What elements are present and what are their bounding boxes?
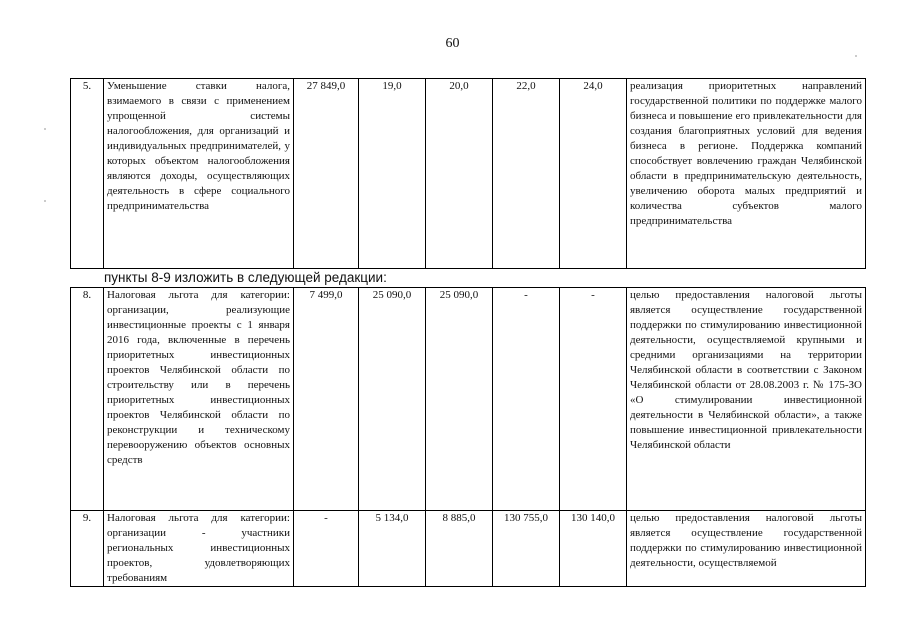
value-cell-1: 27 849,0 (294, 79, 359, 269)
row-number: 9. (71, 511, 104, 587)
benefits-table-row-8 (70, 287, 866, 511)
benefits-table-row-9 (70, 510, 866, 587)
section-note: пункты 8-9 изложить в следующей редакции: (104, 270, 387, 285)
value-cell-2: 25 090,0 (359, 288, 426, 511)
benefits-table-row-5 (70, 78, 866, 269)
row-number: 8. (71, 288, 104, 511)
scan-speck (855, 55, 857, 57)
value-cell-5: - (560, 288, 627, 511)
value-cell-2: 5 134,0 (359, 511, 426, 587)
table-row (71, 79, 866, 269)
benefit-description-cell (104, 511, 294, 587)
benefit-description: Налоговая льгота для категории: организации - участники региональных инвестиционных проектов, удовлетворяющих требованиям (107, 512, 290, 584)
scan-speck (44, 128, 46, 130)
value-cell-4: 22,0 (493, 79, 560, 269)
benefit-purpose: целью предоставления налоговой льготы является осуществление государственной поддержки по стимулированию инвестиционной деятельности, осуществляемой крупными и средними организациями на территории Челябинской области в соответствии с Законом Челябинской области от 28.08.2003 г. № 175-ЗО «О стимулировании инвестиционной деятельности в Челябинской области», а также повышение инвестиционной привлекательности Челябинской области (627, 288, 866, 511)
value-cell-1: - (294, 511, 359, 587)
benefit-purpose: целью предоставления налоговой льготы является осуществление государственной поддержки по стимулированию инвестиционной деятельности, осуществляемой (630, 512, 862, 569)
value-cell-1: 7 499,0 (294, 288, 359, 511)
value-cell-3: 8 885,0 (426, 511, 493, 587)
page-number: 60 (445, 36, 460, 51)
table-row (71, 511, 866, 587)
value-cell-4: 130 755,0 (493, 511, 560, 587)
value-cell-3: 25 090,0 (426, 288, 493, 511)
scan-speck (44, 200, 46, 202)
value-cell-4: - (493, 288, 560, 511)
benefit-purpose-cell (627, 511, 866, 587)
value-cell-2: 19,0 (359, 79, 426, 269)
value-cell-5: 24,0 (560, 79, 627, 269)
table-row (71, 288, 866, 511)
benefit-purpose: реализация приоритетных направлений государственной политики по поддержке малого бизнеса и повышение его привлекательности для создания благоприятных условий для ведения бизнеса в регионе. Поддержка компаний способствует вовлечению граждан Челябинской области в предпринимательскую деятельность, увеличению оборота малых предприятий и количества субъектов малого предпринимательства (627, 79, 866, 269)
benefit-description: Налоговая льгота для категории: организации, реализующие инвестиционные проекты с 1 января 2016 года, включенные в перечень приоритетных инвестиционных проектов Челябинской области по строительству или в перечень приоритетных инвестиционных проектов Челябинской области по реконструкции и техническому перевооружению объектов основных средств (104, 288, 294, 511)
row-number: 5. (71, 79, 104, 269)
benefit-description: Уменьшение ставки налога, взимаемого в связи с применением упрощенной системы налогообложения, для организаций и индивидуальных предпринимателей, у которых объектом налогообложения являются доходы, осуществляющих деятельность в сфере социального предпринимательства (104, 79, 294, 269)
value-cell-5: 130 140,0 (560, 511, 627, 587)
value-cell-3: 20,0 (426, 79, 493, 269)
